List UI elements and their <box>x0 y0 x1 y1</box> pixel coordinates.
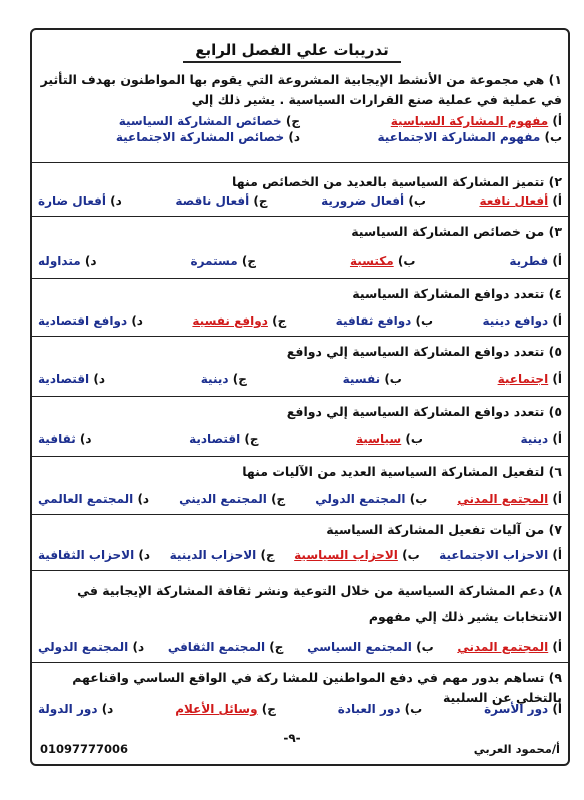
option[interactable]: ب) مكتسبة <box>349 254 416 268</box>
option[interactable]: أ) المجتمع المدني <box>457 492 562 506</box>
author-name: أ/محمود العربي <box>473 742 560 756</box>
question-9-stem: ٩) تساهم بدور مهم في دفع المواطنين للمشا ركة في الواقع الساسي واقناعهم بالتخلي عن السلبية <box>72 670 562 705</box>
option[interactable]: ج) دوافع نفسية <box>192 314 287 328</box>
option[interactable]: ب) أفعال ضرورية <box>321 194 426 208</box>
page-title: تدريبات علي الفصل الرابع <box>0 40 584 59</box>
option[interactable]: ب) سياسية <box>356 432 423 446</box>
question-3-options <box>38 254 562 268</box>
question-1-stem: ١) هي مجموعة من الأنشط الإيجابية المشروعة التي يقوم بها المواطنون بهدف التأثير في عملية في عملية صنع القرارات السياسية . يشير ذلك إلي <box>40 72 562 107</box>
question-3-stem: ٣) من خصائص المشاركة السياسية <box>351 224 562 239</box>
question-4-options <box>38 314 562 328</box>
option[interactable]: أ) مفهوم المشاركة السياسية <box>390 114 562 128</box>
question-6-options <box>38 492 562 506</box>
divider <box>32 514 568 515</box>
option[interactable]: ج) خصائص المشاركة السياسية <box>118 114 300 128</box>
option[interactable]: د) دوافع اقتصادية <box>38 314 143 328</box>
option[interactable]: د) أفعال ضارة <box>38 194 122 208</box>
divider <box>32 570 568 571</box>
footer <box>40 742 560 756</box>
divider <box>32 162 568 163</box>
question-5b-stem: ٥) تتعدد دوافع المشاركة السياسية إلي دوافع <box>286 404 562 419</box>
option[interactable]: أ) الاحزاب الاجتماعية <box>439 548 562 562</box>
option[interactable]: ج) الاحزاب الدينية <box>169 548 275 562</box>
question-4-stem: ٤) تتعدد دوافع المشاركة السياسية <box>352 286 562 301</box>
option[interactable]: أ) اجتماعية <box>497 372 562 386</box>
option[interactable]: ب) دور العبادة <box>337 702 423 716</box>
question-8-options <box>38 640 562 654</box>
option[interactable]: ج) المجتمع الثقافي <box>167 640 284 654</box>
option[interactable]: د) خصائص المشاركة الاجتماعية <box>115 130 300 144</box>
option[interactable]: ج) المجتمع الديني <box>179 492 286 506</box>
option[interactable]: أ) دور الأسرة <box>484 702 562 716</box>
question-1-options <box>38 114 562 144</box>
divider <box>32 278 568 279</box>
option[interactable]: أ) دينية <box>520 432 562 446</box>
question-7-options <box>38 548 562 562</box>
option[interactable]: د) متداوله <box>38 254 97 268</box>
phone-number: 01097777006 <box>40 742 129 756</box>
page-number: -٩- <box>283 731 301 745</box>
option[interactable]: أ) أفعال نافعة <box>479 194 562 208</box>
question-5b-options <box>38 432 562 446</box>
divider <box>32 396 568 397</box>
question-2-stem: ٢) تتميز المشاركة السياسية بالعديد من الخصائص منها <box>232 174 562 189</box>
option[interactable]: ب) دوافع ثقافية <box>335 314 434 328</box>
option[interactable]: ب) نفسية <box>342 372 402 386</box>
option[interactable]: د) المجتمع العالمي <box>38 492 150 506</box>
divider <box>32 662 568 663</box>
option[interactable]: ب) الاحزاب السياسية <box>294 548 420 562</box>
question-5a-options <box>38 372 562 386</box>
option[interactable]: أ) دوافع دينية <box>482 314 562 328</box>
divider <box>32 216 568 217</box>
question-9-options <box>38 702 562 716</box>
option[interactable]: د) الاحزاب الثقافية <box>38 548 151 562</box>
option[interactable]: ج) اقتصادية <box>189 432 259 446</box>
option[interactable]: د) المجتمع الدولي <box>38 640 145 654</box>
option[interactable]: د) دور الدولة <box>38 702 114 716</box>
divider <box>32 336 568 337</box>
option[interactable]: ج) مستمرة <box>190 254 256 268</box>
question-6-stem: ٦) لتفعيل المشاركة السياسية العديد من الآليات منها <box>242 464 562 479</box>
option[interactable]: أ) المجتمع المدني <box>457 640 562 654</box>
option[interactable]: ب) المجتمع الدولي <box>315 492 428 506</box>
option[interactable]: ب) مفهوم المشاركة الاجتماعية <box>377 130 562 144</box>
option[interactable]: ج) أفعال ناقصة <box>175 194 268 208</box>
option[interactable]: د) ثقافية <box>38 432 92 446</box>
divider <box>32 456 568 457</box>
option[interactable]: ج) دينية <box>200 372 247 386</box>
question-2-options <box>38 194 562 208</box>
option[interactable]: أ) فطرية <box>509 254 562 268</box>
option[interactable]: ج) وسائل الأعلام <box>175 702 276 716</box>
option[interactable]: ب) المجتمع السياسي <box>307 640 434 654</box>
option[interactable]: د) اقتصادية <box>38 372 106 386</box>
question-8-stem: ٨) دعم المشاركة السياسية من خلال التوعية ونشر ثقافة المشاركة الإيجابية في الانتخابات يشير ذلك إلي مفهوم <box>77 583 562 624</box>
question-7-stem: ٧) من آليات تفعيل المشاركة السياسية <box>326 522 562 537</box>
question-5a-stem: ٥) تتعدد دوافع المشاركة السياسية إلي دوافع <box>286 344 562 359</box>
